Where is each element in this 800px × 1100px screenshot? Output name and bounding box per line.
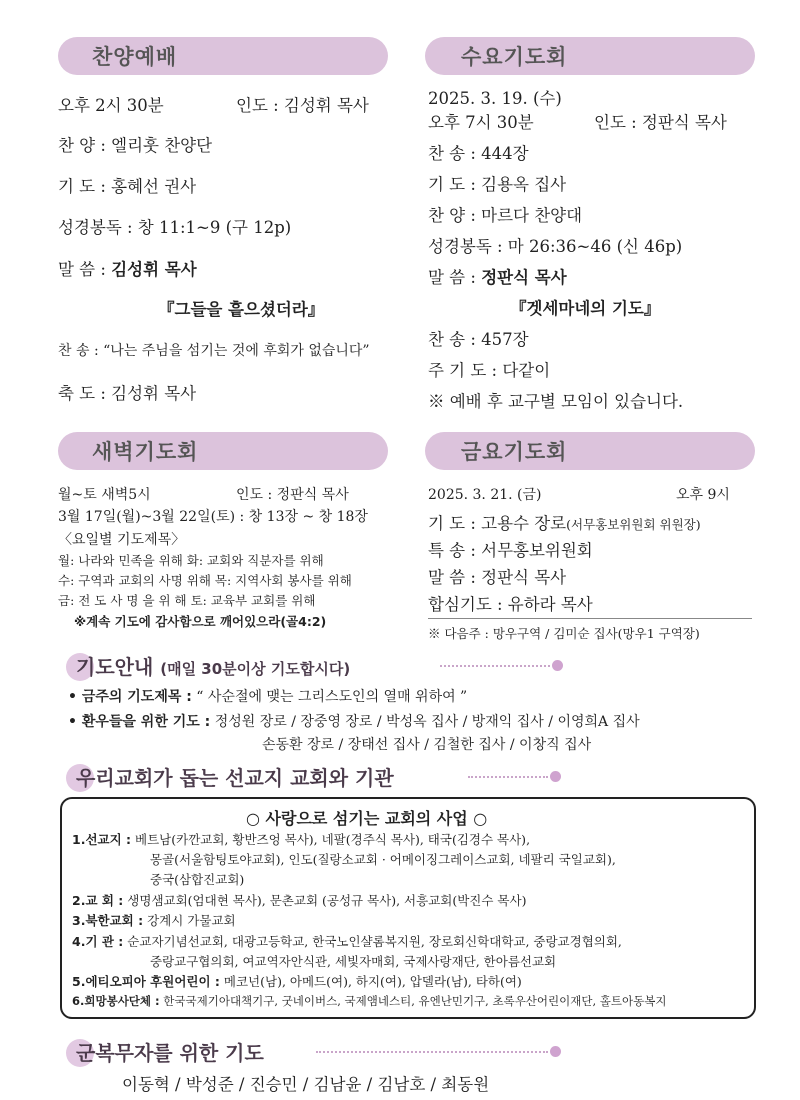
wed-praise: 찬 양 : 마르다 찬양대 — [428, 206, 583, 225]
mission-line: 메코넌(남), 아메드(여), 하지(여), 압델라(남), 타하(여) — [223, 974, 522, 989]
mission-label: 2.교 회 : — [72, 893, 124, 908]
praise-reading: 성경봉독 : 창 11:1~9 (구 12p) — [58, 218, 292, 237]
missions-dot — [550, 771, 561, 782]
wed-prayer: 기 도 : 김용옥 집사 — [428, 175, 567, 194]
missions-dots — [468, 776, 548, 778]
wednesday-title: 수요기도회 — [461, 41, 567, 71]
mission-label: 1.선교지 : — [72, 832, 132, 847]
mission-line: 중랑교구협의회, 여교역자안식관, 세빛자매회, 국제사랑재단, 한아름선교회 — [150, 954, 557, 969]
mission-item — [72, 911, 236, 929]
fri-divider — [428, 618, 752, 619]
fri-prayer-note: (서무홍보위원회 위원장) — [566, 517, 701, 532]
dawn-topic: 수: 구역과 교회의 사명 위해 목: 지역사회 봉사를 위해 — [58, 573, 352, 588]
praise-sermon-pastor: 김성휘 목사 — [111, 260, 197, 279]
prayer-guide-dot — [552, 660, 563, 671]
weekly-prayer-text: “ 사순절에 맺는 그리스도인의 열매 위하여 ” — [196, 689, 468, 705]
dawn-topic: 금: 전 도 사 명 을 위 해 토: 교육부 교회를 위해 — [58, 593, 316, 608]
mission-line: 강계시 가물교회 — [147, 913, 236, 928]
dawn-topic: 월: 나라와 민족을 위해 화: 교회와 직분자를 위해 — [58, 553, 324, 568]
praise-sermon-label: 말 씀 : — [58, 260, 106, 279]
soldiers-names: 이동혁 / 박성준 / 진승민 / 김남윤 / 김남호 / 최동원 — [122, 1075, 490, 1094]
mission-label: 6.희망봉사단체 : — [72, 994, 160, 1008]
prayer-guide-title: 기도안내 — [76, 655, 154, 679]
praise-prayer: 기 도 : 홍혜선 권사 — [58, 177, 197, 196]
wed-sermon-row — [428, 264, 567, 288]
dawn-topics-heading: 〈요일별 기도제목〉 — [58, 532, 186, 548]
wed-sermon-pastor: 정판식 목사 — [481, 268, 567, 287]
mission-item — [72, 830, 530, 848]
prayer-guide-subtitle: (매일 30분이상 기도합시다) — [160, 660, 351, 678]
weekly-prayer-label: • 금주의 기도제목 : — [68, 689, 192, 705]
wed-hymn: 찬 송 : 444장 — [428, 144, 529, 163]
praise-title: 찬양예배 — [92, 41, 177, 71]
sick-prayer-label: • 환우들을 위한 기도 : — [68, 714, 211, 730]
friday-header — [425, 432, 755, 470]
praise-benediction: 축 도 : 김성휘 목사 — [58, 384, 197, 403]
wed-time: 오후 7시 30분 — [428, 113, 534, 132]
dawn-title: 새벽기도회 — [92, 436, 198, 466]
praise-leader: 인도 : 김성휘 목사 — [236, 96, 369, 115]
soldiers-dots — [316, 1051, 548, 1053]
fri-time: 오후 9시 — [676, 487, 730, 503]
mission-line: 생명샘교회(엄대현 목사), 문촌교회 (공성규 목사), 서흥교회(박진수 목사) — [127, 893, 527, 908]
mission-label: 5.에티오피아 후원어린이 : — [72, 974, 220, 989]
mission-line: 중국(삼합진교회) — [150, 872, 245, 887]
dawn-range: 3월 17일(월)~3월 22일(토) : 창 13장 ~ 창 18장 — [58, 509, 368, 525]
fri-date: 2025. 3. 21. (금) — [428, 487, 542, 503]
wed-sermon-title: 『겟세마네의 기도』 — [510, 299, 661, 318]
fri-sermon: 말 씀 : 정판식 목사 — [428, 568, 567, 587]
sick-prayer-line2: 손동환 장로 / 장태선 집사 / 김철한 집사 / 이창직 집사 — [262, 737, 592, 753]
wed-sermon-label: 말 씀 : — [428, 268, 476, 287]
mission-item — [72, 932, 622, 950]
mission-label: 3.북한교회 : — [72, 913, 144, 928]
wed-reading: 성경봉독 : 마 26:36~46 (신 46p) — [428, 237, 683, 256]
wed-notice: ※ 예배 후 교구별 모임이 있습니다. — [428, 392, 684, 411]
mission-label: 4.기 관 : — [72, 934, 124, 949]
mission-item — [72, 993, 666, 1009]
wed-leader: 인도 : 정판식 목사 — [594, 113, 727, 132]
praise-sermon-row — [58, 256, 197, 280]
wed-hymn2: 찬 송 : 457장 — [428, 330, 529, 349]
mission-line: 한국국제기아대책기구, 굿네이버스, 국제앰네스티, 유엔난민기구, 초록우산어린이재단, 홀트아동복지 — [163, 994, 667, 1008]
dawn-leader: 인도 : 정판식 목사 — [236, 487, 349, 503]
missions-heading: 우리교회가 돕는 선교지 교회와 기관 — [76, 762, 394, 791]
fri-prayer: 기 도 : 고용수 장로 — [428, 514, 567, 533]
soldiers-dot — [550, 1046, 561, 1057]
dawn-time: 월~토 새벽5시 — [58, 487, 151, 503]
sick-prayer-row — [68, 711, 640, 731]
dawn-verse: ※계속 기도에 감사함으로 깨어있으라(골4:2) — [74, 614, 327, 629]
fri-prayer-row — [428, 510, 701, 534]
fri-next-week: ※ 다음주 : 망우구역 / 김미순 집사(망우1 구역장) — [428, 626, 700, 641]
prayer-guide-dots — [440, 665, 550, 667]
sick-prayer-line1: 정성원 장로 / 장중영 장로 / 박성옥 집사 / 방재익 집사 / 이영희A 집사 — [214, 714, 640, 730]
mission-item — [72, 891, 526, 909]
prayer-guide-heading — [76, 651, 350, 680]
praise-sermon-title: 『그들을 흩으셨더라』 — [158, 300, 325, 319]
praise-header — [58, 37, 388, 75]
missions-box-title: ○ 사랑으로 섬기는 교회의 사업 ○ — [246, 809, 488, 828]
dawn-header — [58, 432, 388, 470]
mission-line: 몽골(서울함팅토야교회), 인도(질랑소교회 · 어메이징그레이스교회, 네팔리 국일교회), — [150, 852, 616, 867]
mission-item — [72, 972, 522, 990]
soldiers-heading: 군복무자를 위한 기도 — [76, 1037, 264, 1066]
mission-line: 순교자기념선교회, 대광고등학교, 한국노인샬롬복지원, 장로회신학대학교, 중랑교경협의회, — [127, 934, 622, 949]
fri-hymn: 특 송 : 서무홍보위원회 — [428, 541, 593, 560]
friday-title: 금요기도회 — [461, 436, 567, 466]
mission-line: 베트남(카깐교회, 황반즈엉 목사), 네팔(경주식 목사), 태국(김경수 목사), — [135, 832, 531, 847]
praise-time: 오후 2시 30분 — [58, 96, 164, 115]
wednesday-header — [425, 37, 755, 75]
praise-hymn: 찬 송 : “나는 주님을 섬기는 것에 후회가 없습니다” — [58, 343, 370, 359]
wed-lords-prayer: 주 기 도 : 다같이 — [428, 361, 551, 380]
fri-unison: 합심기도 : 유하라 목사 — [428, 595, 593, 614]
wed-date: 2025. 3. 19. (수) — [428, 89, 562, 108]
praise-praise: 찬 양 : 엘리훗 찬양단 — [58, 136, 213, 155]
weekly-prayer-row — [68, 686, 467, 706]
